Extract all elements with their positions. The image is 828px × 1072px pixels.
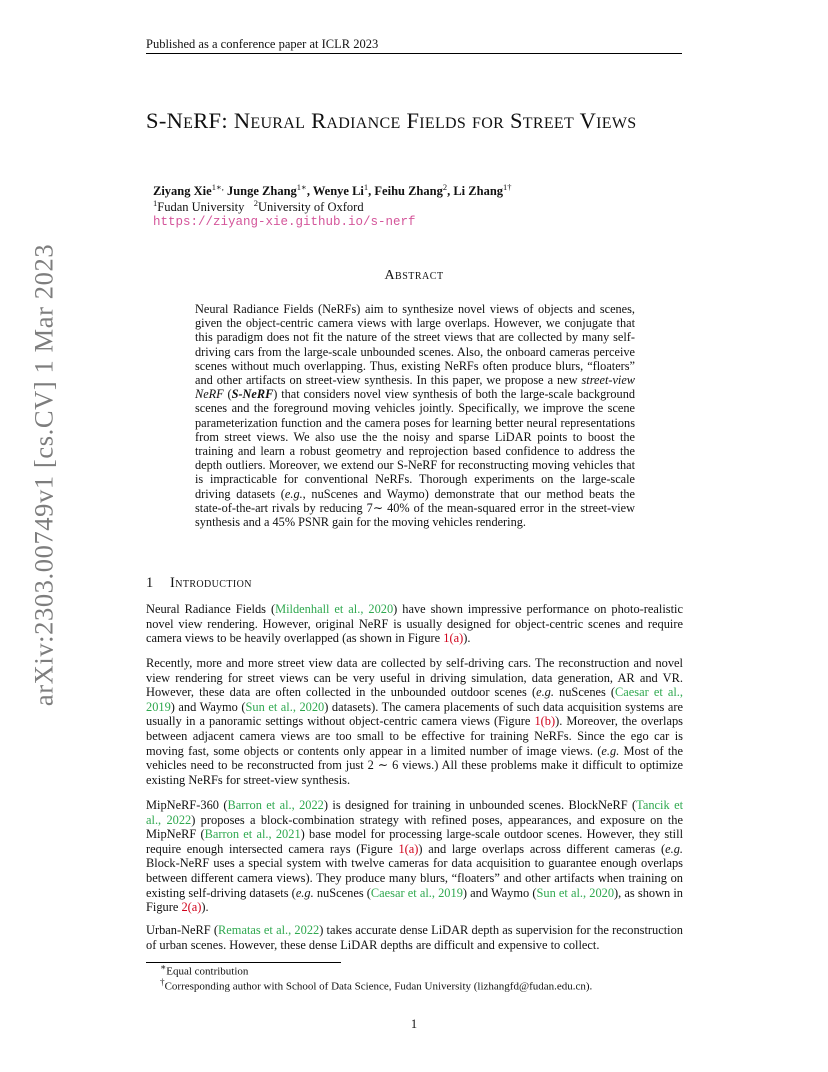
emphasis: e.g. [284,486,303,501]
abstract-heading: Abstract [384,268,444,283]
page-number: 1 [410,1017,418,1031]
author-name: Feihu Zhang [374,184,443,199]
citation-link[interactable]: Sun et al., 2020 [245,699,325,714]
affiliations [153,198,364,215]
project-url-link[interactable]: https://ziyang-xie.github.io/s-nerf [153,215,416,229]
figure-ref-link[interactable]: 2(a) [181,900,202,915]
author-mark: 1∗ [296,182,307,192]
emphasis: street-view NeRF [195,373,635,402]
author-mark: 1† [503,182,512,192]
running-header: Published as a conference paper at ICLR 2023 [146,37,379,51]
affiliation-name: University of Oxford [258,200,364,215]
citation-link[interactable]: Barron et al., 2021 [204,827,301,842]
footnote-mark: ∗ [160,962,167,972]
intro-paragraph: Neural Radiance Fields (Mildenhall et al., 2020) have shown impressive performance on photo-realistic novel view rendering. However, original NeRF is usually designed for object-centric scenes and require camera views to be heavily overlapped (as shown in Figure 1(a)). [146,602,683,646]
author-mark: 1∗, [211,182,224,192]
abstract-body: Neural Radiance Fields (NeRFs) aim to synthesize novel views of objects and scenes, given the object-centric camera views with large overlaps. However, we conjugate that this paradigm does not fit the nature of the street views that are collected by many self-driving cars from the large-scale unbounded scenes. Also, the onboard cameras perceive scenes without much overlapping. Thus, existing NeRFs often produce blurs, “floaters” and other artifacts on street-view synthesis. In this paper, we propose a new street-view NeRF (S-NeRF) that considers novel view synthesis of both the large-scale background scenes and the foreground moving vehicles jointly. Specifically, we improve the scene parameterization function and the camera poses for learning better neural representations from street views. We also use the the noisy and sparse LiDAR points to boost the training and learn a robust geometry and reprojection based confidence to address the depth outliers. Moreover, we extend our S-NeRF for reconstructing moving vehicles that is impracticable for conventional NeRFs. Thorough experiments on the large-scale driving datasets (e.g., nuScenes and Waymo) demonstrate that our method beats the state-of-the-art rivals by reducing 7∼ 40% of the mean-squared error in the street-view synthesis and a 45% PSNR gain for the moving vehicles rendering. [195,302,635,530]
citation-link[interactable]: Caesar et al., 2019 [370,885,463,900]
footnote: †Corresponding author with School of Data Science, Fudan University (lizhangfd@fudan.edu.cn). [160,977,593,993]
emphasis: S-NeRF [231,387,274,402]
author-name: Wenye Li [312,184,364,199]
author-name: Junge Zhang [226,184,297,199]
citation-link[interactable]: Mildenhall et al., 2020 [275,602,394,616]
affiliation-name: Fudan University [157,200,245,215]
citation-link[interactable]: Barron et al., 2022 [227,798,324,812]
figure-ref-link[interactable]: 1(a) [443,631,464,646]
author-list: Ziyang Xie$^{1∗,}$ Junge Zhang$^{1∗}$, Wenye Li$^1$, Feihu Zhang$^2$, Li Zhang$^{1\dagger}$ [153,182,512,199]
figure-ref-link[interactable]: 1(b) [534,714,556,729]
author-name: Li Zhang [453,184,504,199]
citation-link[interactable]: Caesar et al., 2019 [146,685,683,714]
footnote: ∗Equal contribution [160,962,249,978]
intro-paragraph: Recently, more and more street view data are collected by self-driving cars. The reconstruction and novel view rendering for street views can be very useful in driving simulation, data generation, AR and VR. However, these data are often collected in the unbounded outdoor scenes (e.g. nuScenes (Caesar et al., 2019) and Waymo (Sun et al., 2020) datasets). The camera placements of such data acquisition systems are usually in a panoramic settings without object-centric camera views (Figure 1(b)). Moreover, the overlaps between adjacent camera views are too small to be effective for training NeRFs. Since the ego car is moving fast, some objects or contents only appear in a limited number of image views. (e.g. Most of the vehicles need to be reconstructed from just 2 ∼ 6 views.) All these problems make it difficult to optimize existing NeRFs for street-view synthesis. [146,656,683,787]
paper-title: S-NeRF: Neural Radiance Fields for Street Views [146,108,637,133]
author-name: Ziyang Xie [153,184,212,199]
affiliation-mark: 2 [253,198,259,208]
footnote-mark: † [160,977,165,987]
section-heading [146,575,252,592]
section-number: 1 [146,575,154,591]
arxiv-id: arXiv:2303.00749v1 [cs.CV] 1 Mar 2023 [28,243,59,707]
citation-link[interactable]: Tancik et al., 2022 [146,798,684,827]
header-rule [146,53,682,54]
affiliation-mark: 1 [153,198,158,208]
intro-paragraph: Urban-NeRF (Rematas et al., 2022) takes accurate dense LiDAR depth as supervision for the reconstruction of urban scenes. However, these dense LiDAR depths are difficult and expensive to collect. [146,923,684,952]
figure-ref-link[interactable]: 1(a) [398,841,419,856]
citation-link[interactable]: Sun et al., 2020 [536,885,615,900]
author-mark: 1 [363,182,369,192]
section-title: Introduction [170,575,252,591]
author-mark: 2 [442,182,448,192]
citation-link[interactable]: Rematas et al., 2022 [218,923,320,937]
intro-paragraph: MipNeRF-360 (Barron et al., 2022) is designed for training in unbounded scenes. BlockNeRF (Tancik et al., 2022) proposes a block-combination strategy with refined poses, appearances, and exposure on the MipNeRF (Barron et al., 2021) base model for processing large-scale outdoor scenes. However, they still require enough intersected camera rays (Figure 1(a)) and large overlaps across different cameras (e.g. Block-NeRF uses a special system with twelve cameras for data acquisition to guarantee enough overlaps between different camera views). They produce many blurs, “floaters” and other artifacts when training on existing self-driving datasets (e.g. nuScenes (Caesar et al., 2019) and Waymo (Sun et al., 2020), as shown in Figure 2(a)). [146,798,684,915]
